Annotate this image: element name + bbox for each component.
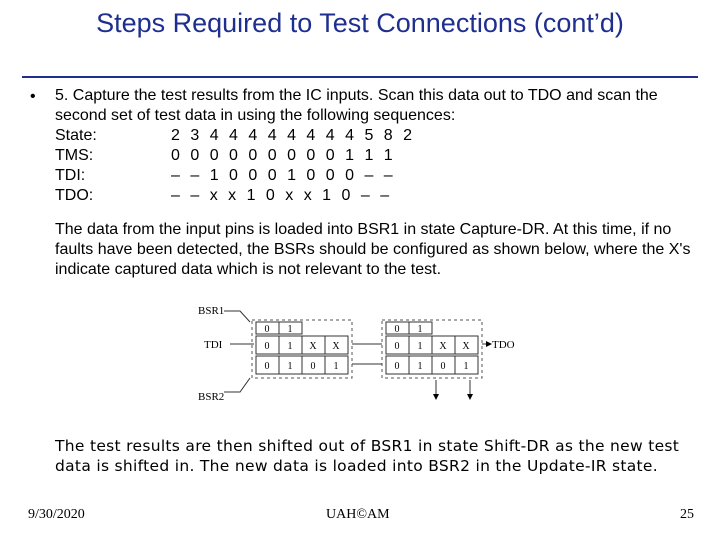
svg-text:X: X — [439, 341, 447, 352]
sequence-label: State: — [55, 127, 97, 144]
svg-text:0: 0 — [264, 341, 270, 352]
tdo-label: TDO — [492, 339, 515, 351]
svg-text:1: 1 — [333, 361, 339, 372]
step-intro: 5. Capture the test results from the IC inputs. Scan this data out to TDO and scan the second set of test data in using the following sequences: — [55, 87, 658, 124]
svg-text:1: 1 — [287, 361, 293, 372]
svg-text:0: 0 — [440, 361, 446, 372]
capture-dr-paragraph: The data from the input pins is loaded into BSR1 in state Capture-DR. At this time, if no faults have been detected, the BSRs should be configured as shown below, where the X's indicate captured data which is not relevant to the test. — [55, 221, 691, 278]
sequence-label: TMS: — [55, 147, 94, 164]
sequence-value: – – 1 0 0 0 1 0 0 0 – – — [171, 167, 396, 184]
bsr2-label: BSR2 — [198, 391, 225, 403]
svg-text:0: 0 — [394, 341, 400, 352]
title-divider — [22, 76, 698, 78]
bsr-diagram — [190, 298, 530, 404]
sequence-value: 0 0 0 0 0 0 0 0 0 1 1 1 — [171, 147, 396, 164]
step-description — [55, 86, 695, 206]
svg-text:1: 1 — [287, 324, 293, 335]
svg-text:1: 1 — [287, 341, 293, 352]
bsr1-label: BSR1 — [198, 305, 225, 317]
slide-number: 25 — [680, 507, 694, 522]
svg-text:X: X — [462, 341, 470, 352]
sequence-row-tdo — [55, 186, 695, 206]
svg-text:1: 1 — [463, 361, 469, 372]
sequence-row-state — [55, 126, 695, 146]
footer-author: UAH©AM — [326, 507, 390, 522]
svg-text:X: X — [332, 341, 340, 352]
tdi-label: TDI — [204, 339, 223, 351]
shift-dr-paragraph: The test results are then shifted out of BSR1 in state Shift-DR as the new test data is shifted in. The new data is loaded into BSR2 in the Update-IR state. — [55, 437, 680, 475]
svg-text:X: X — [309, 341, 317, 352]
svg-text:1: 1 — [417, 341, 423, 352]
svg-text:0: 0 — [310, 361, 316, 372]
sequence-label: TDI: — [55, 167, 86, 184]
svg-text:1: 1 — [417, 324, 423, 335]
footer-date: 9/30/2020 — [28, 507, 85, 522]
slide-title: Steps Required to Test Connections (cont’d) — [96, 8, 624, 38]
sequence-row-tms — [55, 146, 695, 166]
sequence-value: – – x x 1 0 x x 1 0 – – — [171, 187, 393, 204]
svg-text:0: 0 — [394, 361, 400, 372]
bullet-marker: • — [30, 88, 36, 105]
svg-text:1: 1 — [417, 361, 423, 372]
sequence-row-tdi — [55, 166, 695, 186]
sequence-value: 2 3 4 4 4 4 4 4 4 4 5 8 2 — [171, 127, 416, 144]
sequence-label: TDO: — [55, 187, 94, 204]
svg-text:0: 0 — [264, 361, 270, 372]
svg-text:0: 0 — [264, 324, 270, 335]
svg-text:0: 0 — [394, 324, 400, 335]
